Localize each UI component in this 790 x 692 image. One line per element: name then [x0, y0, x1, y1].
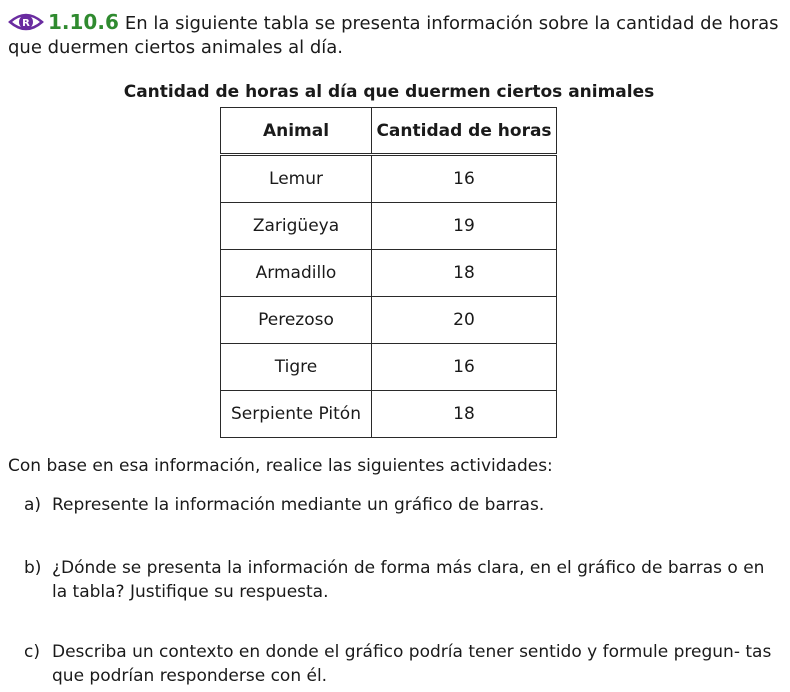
- sleep-hours-table: [220, 107, 557, 438]
- activity-item-b: [24, 556, 776, 604]
- animal-cell: Armadillo: [221, 250, 372, 297]
- table-row: [221, 155, 557, 203]
- hours-cell: 20: [372, 297, 557, 344]
- activities-intro: Con base en esa información, realice las siguientes actividades:: [8, 456, 553, 476]
- activity-item-a: [24, 493, 776, 517]
- animal-cell: Zarigüeya: [221, 203, 372, 250]
- eye-badge-icon: [8, 11, 44, 33]
- badge-letter: R: [22, 18, 30, 29]
- animal-cell: Serpiente Pitón: [221, 391, 372, 438]
- exercise-number: 1.10.6: [48, 10, 119, 34]
- activity-text: ¿Dónde se presenta la información de forma más clara, en el gráfico de barras o en la tabla? Justifique su respuesta.: [52, 558, 765, 602]
- activity-letter: b): [24, 558, 42, 578]
- animal-cell: Lemur: [221, 155, 372, 203]
- table-row: [221, 250, 557, 297]
- activity-text: Describa un contexto en donde el gráfico podría tener sentido y formule pregun- tas que podrían responderse con él.: [52, 642, 772, 686]
- activity-text: Represente la información mediante un gráfico de barras.: [52, 495, 545, 515]
- table-row: [221, 344, 557, 391]
- table-row: [221, 297, 557, 344]
- exercise-statement: En la siguiente tabla se presenta información sobre la cantidad de horas que duermen ciertos animales al día.: [8, 13, 779, 58]
- hours-cell: 19: [372, 203, 557, 250]
- activity-letter: a): [24, 495, 42, 515]
- hours-cell: 18: [372, 250, 557, 297]
- exercise-header: [8, 10, 783, 60]
- hours-cell: 16: [372, 155, 557, 203]
- table-header-row: [221, 108, 557, 155]
- activity-letter: c): [24, 642, 40, 662]
- hours-cell: 16: [372, 344, 557, 391]
- table-row: [221, 203, 557, 250]
- activity-item-c: [24, 640, 776, 688]
- animal-cell: Perezoso: [221, 297, 372, 344]
- column-header-hours: Cantidad de horas: [372, 108, 557, 155]
- column-header-animal: Animal: [221, 108, 372, 155]
- hours-cell: 18: [372, 391, 557, 438]
- table-row: [221, 391, 557, 438]
- animal-cell: Tigre: [221, 344, 372, 391]
- table-title: Cantidad de horas al día que duermen ciertos animales: [123, 82, 655, 102]
